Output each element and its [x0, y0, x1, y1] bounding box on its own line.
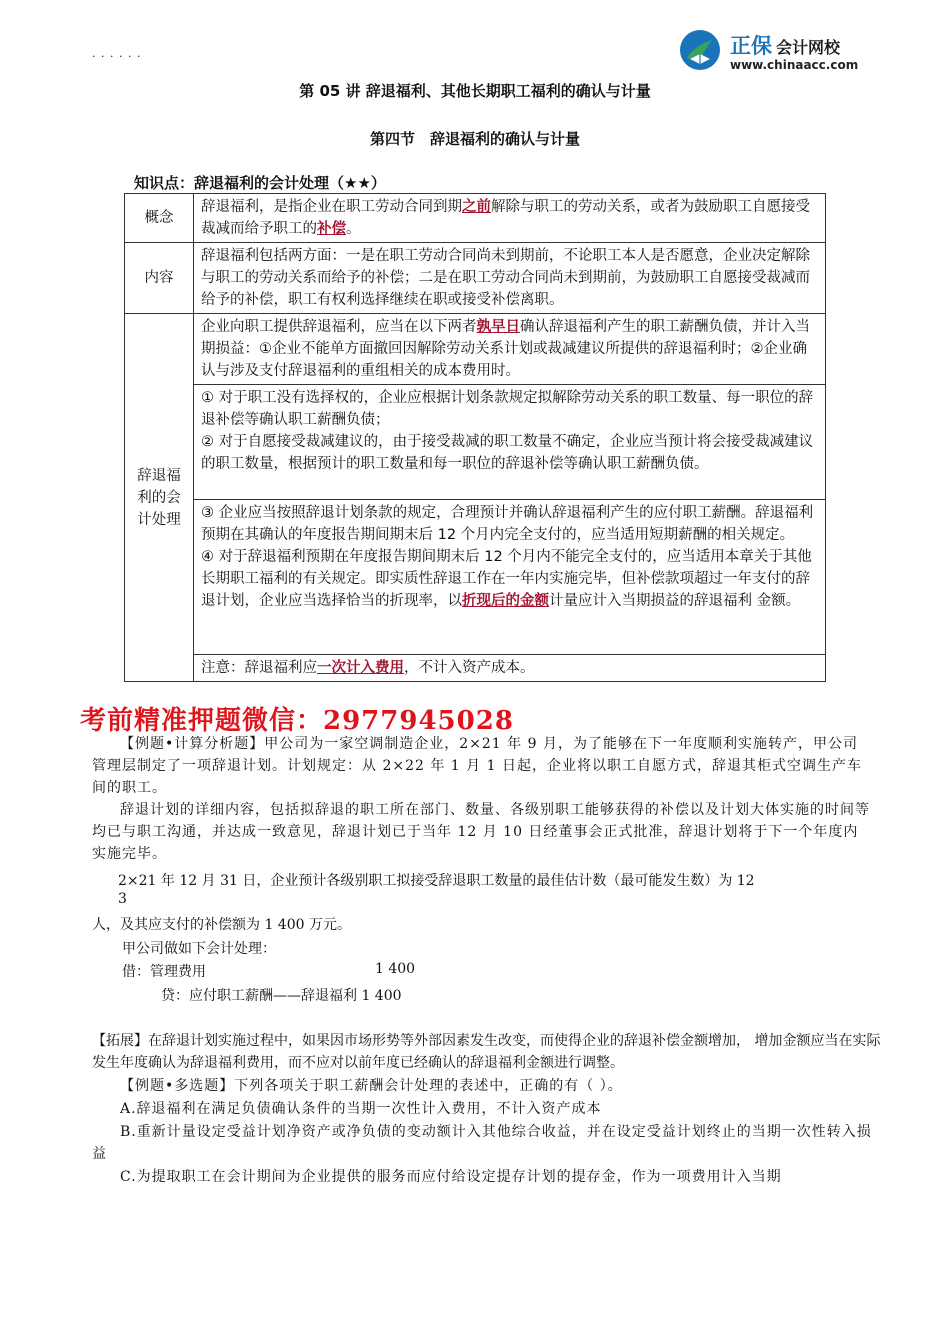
example1-estimate-line3: 人，及其应支付的补偿额为 1 400 万元。: [92, 917, 351, 933]
brand-logo[interactable]: [678, 26, 908, 78]
payment-item-4-part-2: 计量应计入当期损益的辞退福利 金额。: [549, 593, 801, 609]
concept-emphasis-before: 之前: [462, 199, 491, 215]
lecture-title: 第 05 讲 辞退福利、其他长期职工福利的确认与计量: [299, 82, 651, 100]
accounting-measure-text: [194, 385, 826, 500]
example1-intro: 【例题•计算分析题】甲公司为一家空调制造企业，2×21 年 9 月，为了能够在下一年度顺利实施转产，甲公司管理层制定了一项辞退计划。计划规定：从 2×22 年 1 月 1 日起，企业将以职工自愿方式，辞退其柜式空调生产车间的职工。: [92, 736, 862, 796]
example2-option-a: A.辞退福利在满足负债确认条件的当期一次性计入费用，不计入资产成本: [120, 1101, 602, 1117]
table-row-content: [125, 243, 826, 314]
note-part-1: 注意：辞退福利应: [201, 660, 317, 676]
example1-accounting-intro: 甲公司做如下会计处理：: [122, 941, 276, 957]
note-emphasis-expense: 一次计入费用: [317, 660, 404, 676]
row-label-concept: 概念: [125, 194, 194, 243]
table-row-accounting-2: [125, 385, 826, 500]
concept-part-1: 辞退福利，是指企业在职工劳动合同到期: [201, 199, 462, 215]
table-row-concept: [125, 194, 826, 243]
example1-estimate-line2: 3: [118, 891, 127, 907]
knowledge-point-heading: 知识点：辞退福利的会计处理（★★）: [134, 174, 386, 192]
payment-emphasis-discounted: 折现后的金额: [462, 593, 549, 609]
table-row-accounting-3: [125, 500, 826, 655]
recognition-part-2: 确认辞退福利产生的职工薪酬负债，并计入当期损益：①企业不能单方面撤回因解除劳动关系计划或裁减建议所提供的辞退福利时；②企业确认与涉及支付辞退福利的重组相关的成本费用时。: [201, 319, 810, 379]
concept-part-2: 解除与职工的劳动关系，或者为鼓励职工自愿接受裁减而给予职工的: [201, 199, 810, 237]
extension-note: 【拓展】在辞退计划实施过程中，如果因市场形势等外部因素发生改变，而使得企业的辞退补偿金额增加， 增加金额应当在实际发生年度确认为辞退福利费用，而不应对以前年度已经确认的辞退福利金额进行调整。: [92, 1033, 881, 1071]
logo-brand: 正保: [730, 34, 772, 58]
row-label-content: 内容: [125, 243, 194, 314]
recognition-part-1: 企业向职工提供辞退福利，应当在以下两者: [201, 319, 477, 335]
accounting-recognition-text: [194, 314, 826, 385]
table-row-accounting-1: [125, 314, 826, 385]
content-text: 辞退福利包括两方面：一是在职工劳动合同尚未到期前，不论职工本人是否愿意，企业决定解除与职工的劳动关系而给予的补偿；二是在职工劳动合同尚未到期前，为鼓励职工自愿接受裁减而给予的补偿，职工有权利选择继续在职或接受补偿离职。: [194, 243, 826, 314]
example2-option-c: C.为提取职工在会计期间为企业提供的服务而应付给设定提存计划的提存金，作为一项费用计入当期: [120, 1169, 782, 1185]
section-title: 第四节 辞退福利的确认与计量: [369, 130, 580, 148]
example1-plan-details: 辞退计划的详细内容，包括拟辞退的职工所在部门、数量、各级别职工能够获得的补偿以及计划大体实施的时间等均已与职工沟通，并达成一致意见，辞退计划已于当年 12 月 10 日经董事会正式批准，辞退计划将于下一个年度内实施完毕。: [92, 802, 870, 862]
accounting-note-text: [194, 655, 826, 682]
example2-question: 【例题•多选题】下列各项关于职工薪酬会计处理的表述中，正确的有（ ）。: [120, 1078, 623, 1094]
logo-school: 会计网校: [776, 38, 841, 57]
corner-marks: · · · · · ·: [92, 50, 142, 63]
measure-item-1: ① 对于职工没有选择权的，企业应根据计划条款规定拟解除劳动关系的职工数量、每一职位的辞退补偿等确认职工薪酬负债；: [201, 390, 814, 428]
table-row-note: [125, 655, 826, 682]
logo-url: www.chinaacc.com: [730, 58, 859, 72]
journal-credit-line: 贷：应付职工薪酬——辞退福利 1 400: [161, 988, 402, 1004]
payment-item-4-part-1: ④ 对于辞退福利预期在年度报告期间期末后 12 个月内不能完全支付的，应当适用本章关于其他长期职工福利的有关规定。即实质性辞退工作在一年内实施完毕，但补偿款项超过一年支付的辞退计划，企业应当选择恰当的折现率，以: [201, 549, 812, 609]
journal-debit-account: 借：管理费用: [122, 964, 206, 980]
measure-item-2: ② 对于自愿接受裁减建议的，由于接受裁减的职工数量不确定，企业应当预计将会接受裁减建议的职工数量，根据预计的职工数量和每一职位的辞退补偿等确认职工薪酬负债。: [201, 434, 814, 472]
example1-estimate-line1: 2×21 年 12 月 31 日，企业预计各级别职工拟接受辞退职工数量的最佳估计数（最可能发生数）为 12: [118, 873, 755, 889]
logo-book-icon: [678, 28, 722, 72]
payment-item-4: [201, 546, 818, 612]
accounting-payment-text: [194, 500, 826, 655]
promo-banner: 考前精准押题微信：2977945028: [80, 706, 514, 736]
payment-item-3: ③ 企业应当按照辞退计划条款的规定，合理预计并确认辞退福利产生的应付职工薪酬。辞退福利预期在其确认的年度报告期间期末后 12 个月内完全支付的，应当适用短期薪酬的相关规定。: [201, 505, 814, 543]
row-label-accounting: 辞退福利的会计处理: [125, 314, 194, 682]
note-part-2: ，不计入资产成本。: [404, 660, 535, 676]
concept-emphasis-compensation: 补偿: [317, 221, 346, 237]
concept-part-3: 。: [346, 221, 361, 237]
example2-option-b: B.重新计量设定受益计划净资产或净负债的变动额计入其他综合收益，并在设定受益计划终止的当期一次性转入损益: [92, 1124, 872, 1162]
recognition-emphasis-earlier: 孰早日: [476, 319, 520, 335]
concept-text: [194, 194, 826, 243]
journal-debit-amount: 1 400: [375, 961, 416, 977]
logo-wordmark: [730, 30, 840, 60]
knowledge-table: [124, 193, 826, 682]
